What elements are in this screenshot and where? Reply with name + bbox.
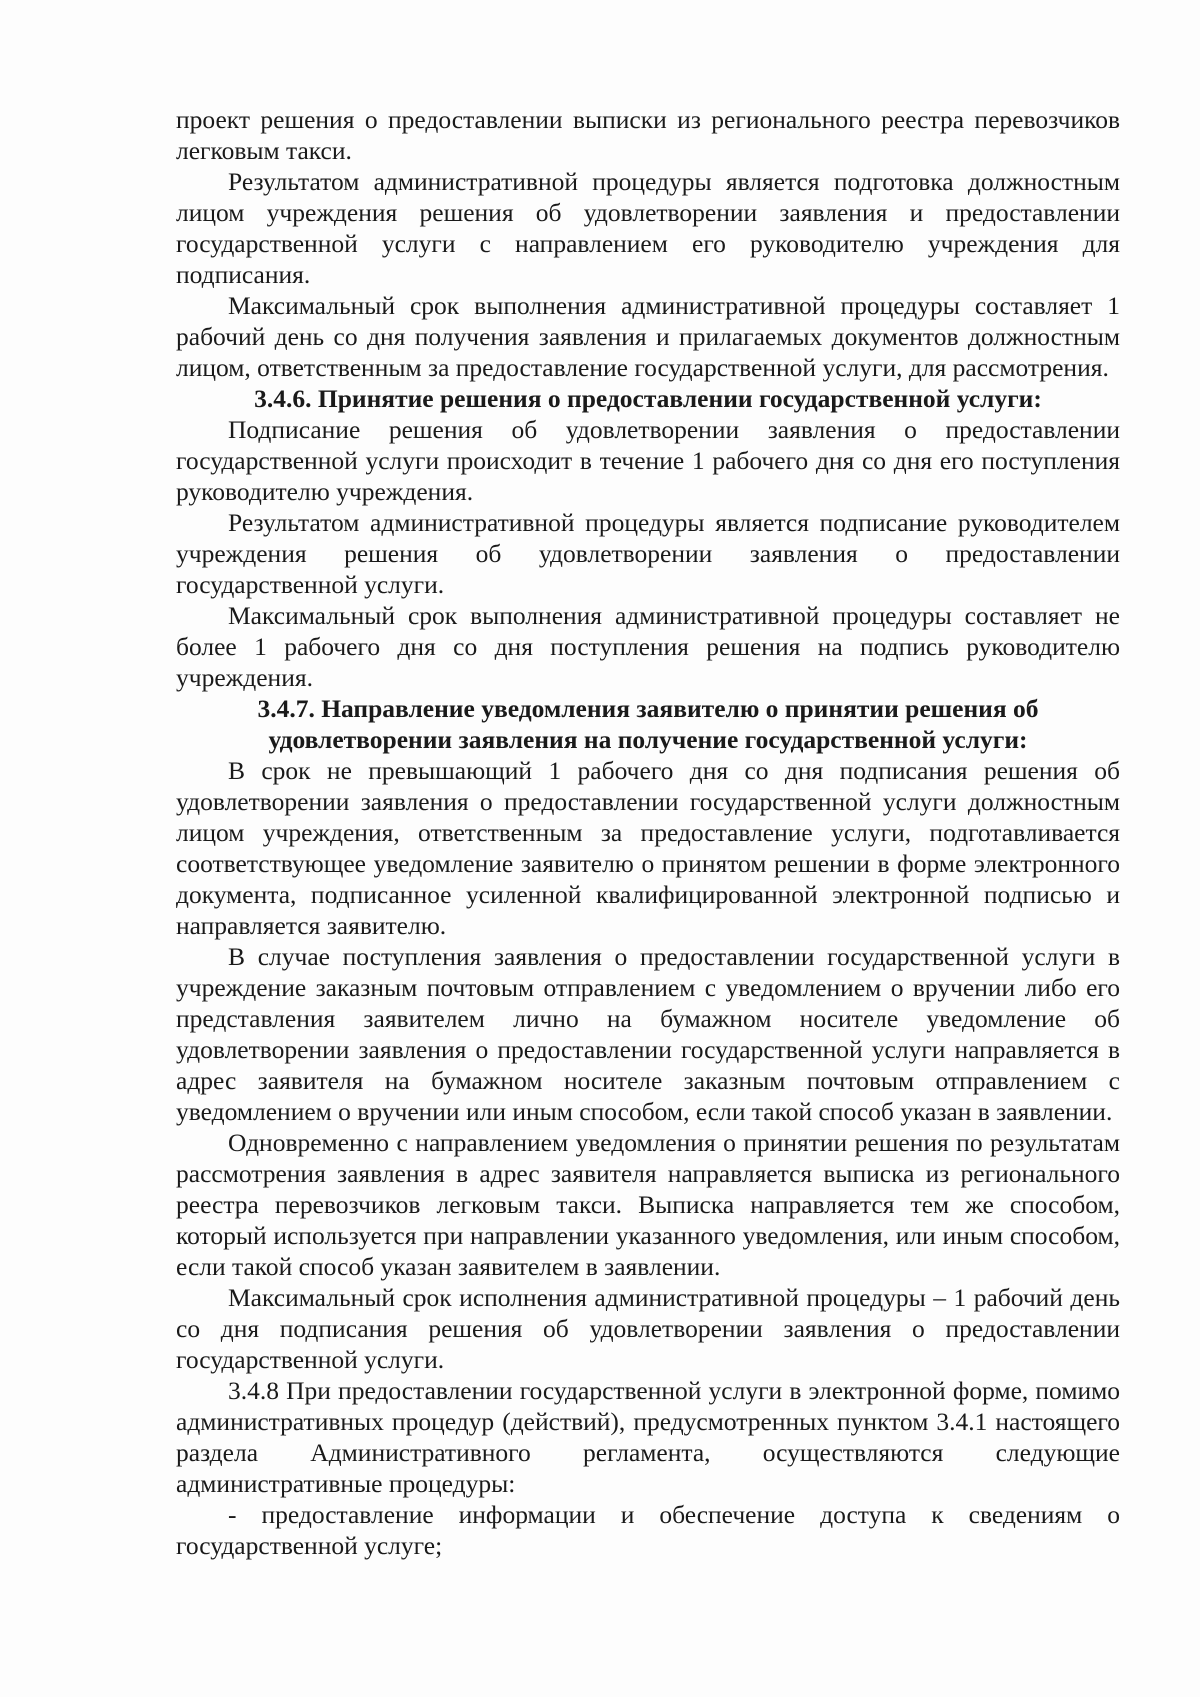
list-item: - предоставление информации и обеспечение доступа к сведениям о государственной услуге; bbox=[176, 1500, 1120, 1560]
paragraph: Максимальный срок исполнения административной процедуры – 1 рабочий день со дня подписания решения об удовлетворении заявления о предоставлении государственной услуги. bbox=[176, 1283, 1120, 1374]
paragraph: В срок не превышающий 1 рабочего дня со дня подписания решения об удовлетворении заявления о предоставлении государственной услуги должностным лицом учреждения, ответственным за предоставление услуги, подготавливается соответствующее уведомление заявителю о принятом решении в форме электронного документа, подписанное усиленной квалифицированной электронной подписью и направляется заявителю. bbox=[176, 756, 1120, 940]
paragraph: проект решения о предоставлении выписки из регионального реестра перевозчиков легковым такси. bbox=[176, 105, 1120, 165]
document-body bbox=[176, 104, 1120, 1561]
paragraph: В случае поступления заявления о предоставлении государственной услуги в учреждение заказным почтовым отправлением с уведомлением о вручении либо его представления заявителем лично на бумажном носителе уведомление об удовлетворении заявления о предоставлении государственной услуги направляется в адрес заявителя на бумажном носителе заказным почтовым отправлением с уведомлением о вручении или иным способом, если такой способ указан в заявлении. bbox=[176, 942, 1120, 1126]
paragraph: Максимальный срок выполнения административной процедуры составляет не более 1 рабочего дня со дня поступления решения на подпись руководителю учреждения. bbox=[176, 601, 1120, 692]
section-heading-3-4-7: 3.4.7. Направление уведомления заявителю о принятии решения об удовлетворении заявления на получение государственной услуги: bbox=[257, 694, 1039, 754]
paragraph: 3.4.8 При предоставлении государственной услуги в электронной форме, помимо административных процедур (действий), предусмотренных пунктом 3.4.1 настоящего раздела Административного регламента, осуществляются следующие административные процедуры: bbox=[176, 1376, 1120, 1498]
paragraph: Максимальный срок выполнения административной процедуры составляет 1 рабочий день со дня получения заявления и прилагаемых документов должностным лицом, ответственным за предоставление государственной услуги, для рассмотрения. bbox=[176, 291, 1120, 382]
paragraph: Результатом административной процедуры является подписание руководителем учреждения решения об удовлетворении заявления о предоставлении государственной услуги. bbox=[176, 508, 1120, 599]
paragraph: Одновременно с направлением уведомления о принятии решения по результатам рассмотрения заявления в адрес заявителя направляется выписка из регионального реестра перевозчиков легковым такси. Выписка направляется тем же способом, который используется при направлении указанного уведомления, или иным способом, если такой способ указан заявителем в заявлении. bbox=[176, 1128, 1120, 1281]
section-heading-3-4-6: 3.4.6. Принятие решения о предоставлении государственной услуги: bbox=[254, 384, 1042, 413]
paragraph: Результатом административной процедуры является подготовка должностным лицом учреждения решения об удовлетворении заявления и предоставлении государственной услуги с направлением его руководителю учреждения для подписания. bbox=[176, 167, 1120, 289]
paragraph: Подписание решения об удовлетворении заявления о предоставлении государственной услуги происходит в течение 1 рабочего дня со дня его поступления руководителю учреждения. bbox=[176, 415, 1120, 506]
